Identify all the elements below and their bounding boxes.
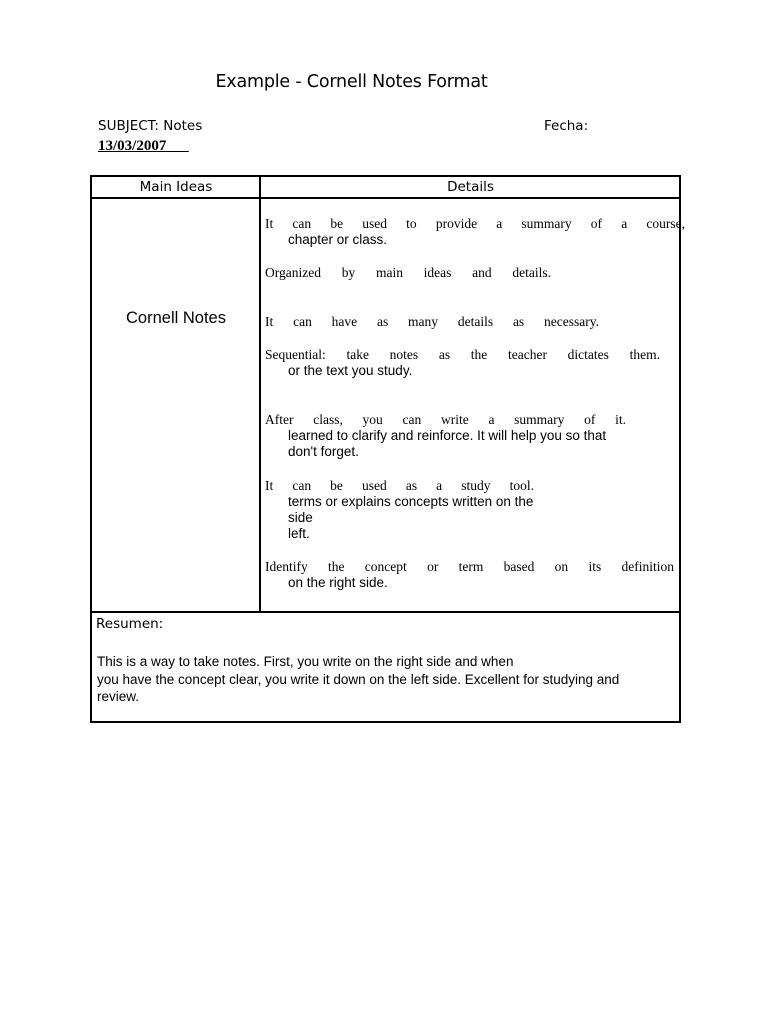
detail-first-line: It can have as many details as necessary.: [265, 314, 599, 329]
detail-continuation: don't forget.: [288, 444, 359, 459]
detail-first-line: It can be used to provide a summary of a course,: [265, 216, 685, 231]
summary-line: review.: [97, 689, 140, 704]
date-value: 13/03/2007: [98, 138, 189, 154]
main-idea-text: Cornell Notes: [126, 309, 226, 327]
detail-item: [265, 347, 660, 379]
detail-continuation: or the text you study.: [288, 363, 413, 378]
page-title: Example - Cornell Notes Format: [215, 72, 488, 92]
column-header-details: Details: [447, 179, 494, 195]
detail-continuation: on the right side.: [288, 575, 388, 590]
detail-first-line: Identify the concept or term based on its definition: [265, 559, 674, 574]
detail-first-line: It can be used as a study tool.: [265, 478, 534, 493]
summary-label: Resumen:: [96, 616, 164, 632]
column-divider: [259, 177, 261, 613]
subject-label: SUBJECT: Notes: [98, 118, 203, 134]
detail-continuation: left.: [288, 526, 310, 541]
summary-divider: [92, 611, 679, 613]
detail-first-line: After class, you can write a summary of it.: [265, 412, 626, 427]
header-divider: [92, 197, 679, 199]
detail-item: [265, 265, 551, 281]
detail-item: [265, 478, 534, 542]
summary-line: you have the concept clear, you write it down on the left side. Excellent for studying and: [97, 671, 620, 687]
detail-item: [265, 559, 674, 591]
detail-item: [265, 412, 626, 460]
detail-first-line: Sequential: take notes as the teacher dictates them.: [265, 347, 660, 362]
detail-item: [265, 314, 599, 330]
summary-text: [97, 653, 672, 706]
detail-first-line: Organized by main ideas and details.: [265, 265, 551, 280]
detail-continuation: terms or explains concepts written on the side: [288, 494, 534, 525]
detail-continuation: learned to clarify and reinforce. It will help you so that: [288, 428, 607, 443]
fecha-label: Fecha:: [544, 118, 589, 134]
detail-continuation: chapter or class.: [288, 232, 388, 247]
column-header-main-ideas: Main Ideas: [139, 179, 213, 195]
summary-line: This is a way to take notes. First, you write on the right side and when: [97, 654, 514, 669]
detail-item: [265, 216, 685, 248]
